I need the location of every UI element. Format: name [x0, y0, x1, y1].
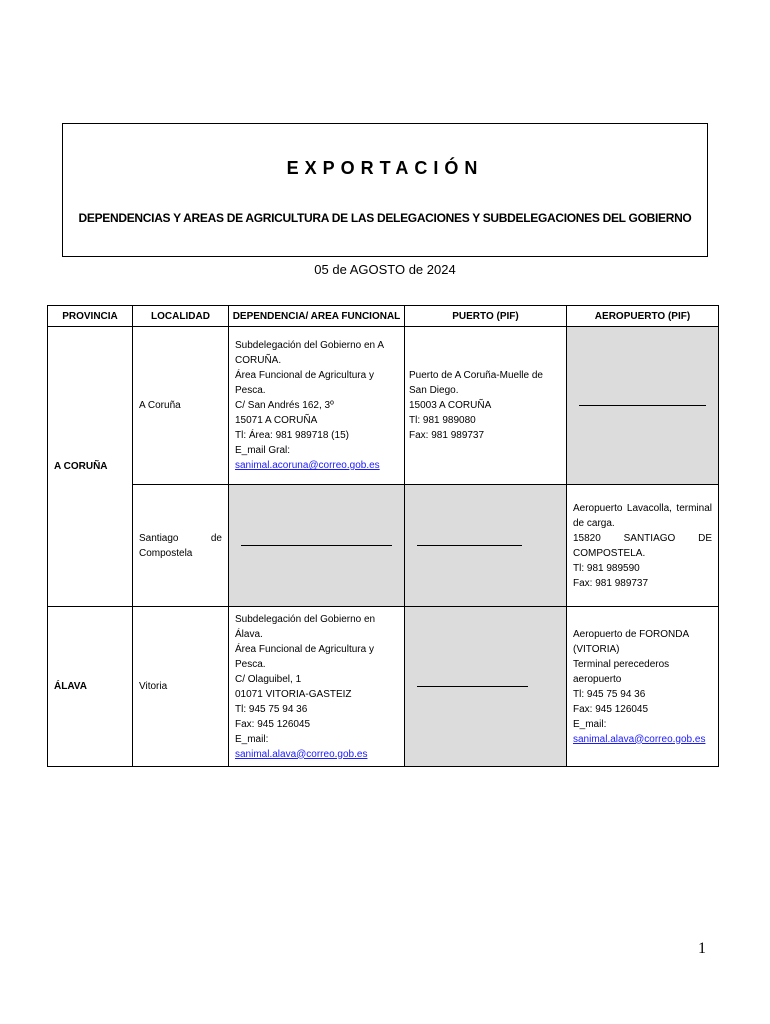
aeropuerto-line: 15820 SANTIAGO DE COMPOSTELA.: [573, 532, 712, 559]
aeropuerto-line: Aeropuerto Lavacolla, terminal de carga.: [573, 502, 712, 529]
puerto-empty-cell: [405, 485, 567, 607]
dependencia-cell: [229, 607, 405, 767]
page-number: 1: [698, 940, 706, 957]
provincia-label: ÁLAVA: [54, 681, 87, 692]
header-provincia: PROVINCIA: [48, 306, 133, 327]
dependencia-line: Subdelegación del Gobierno en A CORUÑA.: [235, 340, 384, 366]
localidad-word: de: [210, 532, 222, 544]
localidad-label: A Coruña: [139, 400, 181, 411]
dependencias-table: [47, 305, 719, 767]
aeropuerto-line: Tl: 945 75 94 36: [573, 688, 646, 700]
localidad-label: Vitoria: [139, 681, 168, 692]
aeropuerto-empty-cell: [567, 327, 719, 485]
email-label: E_mail:: [573, 718, 607, 730]
document-date: 05 de AGOSTO de 2024: [314, 262, 456, 277]
localidad-cell: [133, 327, 229, 485]
aeropuerto-cell: [567, 607, 719, 767]
email-link[interactable]: sanimal.alava@correo.gob.es: [573, 733, 706, 745]
dependencia-line: Subdelegación del Gobierno en Álava.: [235, 613, 376, 640]
aeropuerto-line: Fax: 981 989737: [573, 577, 649, 589]
dependencia-line: Tl: 945 75 94 36: [235, 703, 308, 715]
aeropuerto-line: Aeropuerto de FORONDA (VITORIA): [573, 628, 689, 655]
empty-dash: [241, 545, 392, 546]
dependencia-line: C/ San Andrés 162, 3º: [235, 400, 334, 411]
header-aeropuerto: AEROPUERTO (PIF): [567, 306, 719, 327]
provincia-label: A CORUÑA: [54, 461, 108, 472]
dependencia-line: 01071 VITORIA-GASTEIZ: [235, 688, 352, 700]
table-row: [48, 327, 719, 485]
localidad-cell: [133, 485, 229, 607]
dependencia-line: Área Funcional de Agricultura y Pesca.: [235, 370, 374, 396]
aeropuerto-line: Fax: 945 126045: [573, 703, 649, 715]
puerto-cell: [405, 327, 567, 485]
header-box: [62, 123, 708, 257]
header-localidad: LOCALIDAD: [133, 306, 229, 327]
provincia-coruna: [48, 327, 133, 607]
table-row: [48, 607, 719, 767]
header-puerto: PUERTO (PIF): [405, 306, 567, 327]
dependencia-line: Área Funcional de Agricultura y Pesca.: [235, 643, 374, 670]
empty-dash: [417, 545, 522, 546]
localidad-word: Compostela: [139, 547, 193, 559]
puerto-line: Fax: 981 989737: [409, 430, 485, 441]
email-link[interactable]: sanimal.acoruna@correo.gob.es: [235, 460, 380, 471]
puerto-line: Tl: 981 989080: [409, 415, 476, 426]
dependencia-line: Tl: Área: 981 989718 (15): [235, 430, 349, 441]
dependencia-cell: [229, 327, 405, 485]
dependencia-line: C/ Olaguibel, 1: [235, 673, 302, 685]
dependencia-line: Fax: 945 126045: [235, 718, 311, 730]
empty-dash: [579, 405, 706, 406]
email-label: E_mail:: [235, 733, 269, 745]
document-subtitle: DEPENDENCIAS Y AREAS DE AGRICULTURA DE LAS DELEGACIONES Y SUBDELEGACIONES DEL GOBIERNO: [78, 211, 692, 225]
aeropuerto-line: Tl: 981 989590: [573, 562, 640, 574]
puerto-line: 15003 A CORUÑA: [409, 400, 492, 411]
dependencia-line: E_mail Gral:: [235, 445, 291, 456]
puerto-line: Puerto de A Coruña-Muelle de San Diego.: [409, 370, 543, 396]
table-header-row: [48, 306, 719, 327]
dependencia-empty-cell: [229, 485, 405, 607]
localidad-cell: [133, 607, 229, 767]
table-row: [48, 485, 719, 607]
header-dependencia: DEPENDENCIA/ AREA FUNCIONAL: [229, 306, 405, 327]
aeropuerto-cell: [567, 485, 719, 607]
empty-dash: [417, 686, 528, 687]
localidad-word: Santiago: [139, 532, 179, 544]
puerto-empty-cell: [405, 607, 567, 767]
email-link[interactable]: sanimal.alava@correo.gob.es: [235, 748, 368, 760]
provincia-alava: [48, 607, 133, 767]
document-title: EXPORTACIÓN: [286, 158, 484, 178]
dependencia-line: 15071 A CORUÑA: [235, 415, 318, 426]
aeropuerto-line: Terminal perecederos aeropuerto: [573, 658, 670, 685]
